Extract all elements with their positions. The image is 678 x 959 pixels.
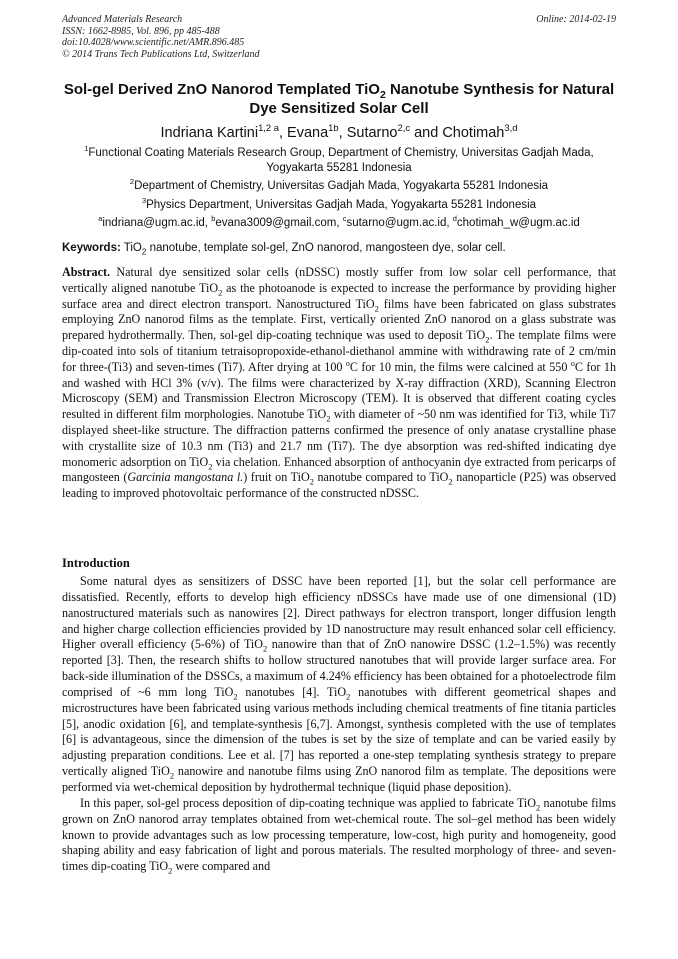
author-sup: 3,d (504, 122, 518, 134)
affiliation-sup: 1 (84, 144, 89, 154)
title-text: Sol-gel Derived ZnO Nanorod Templated TiO (63, 81, 380, 98)
keywords-label: Keywords: (62, 242, 121, 254)
introduction-paragraph-1 (62, 574, 616, 796)
affiliation-sup: 3 (141, 195, 147, 205)
email-sup: a (98, 214, 103, 224)
intro-text: Some natural dyes as sensitizers of DSSC have been reported [1], but the solar cell performance are dissatisfied. Recently, efforts to develop high efficiency nDSSCs have made use of one dimensional (1D) nanostructured materials such as nanowires [2]. Direct pathways for electron transport, longer diffusion length and higher charge collection efficiencies provided by 1D nanostructure may result enhanced solar cell efficiency. Higher overall efficiency (5-6%) of TiO (62, 574, 616, 652)
abstract-text: films have been fabricated on glass substrates employing ZnO nanorod films as the template. First, vertically oriented ZnO nanorod on a glass substrate was prepared hydrothermally. Then, sol-gel dip-coating technique was used to deposit TiO (62, 296, 616, 343)
keywords-subscript: 2 (141, 247, 147, 257)
author-sep: , (338, 125, 347, 141)
email-text: chotimah_w@ugm.ac.id (456, 217, 580, 230)
author-sep: , (278, 125, 288, 141)
degree-sup: o (345, 358, 350, 368)
abstract-subscript: 2 (218, 287, 223, 298)
author-name: Sutarno (346, 125, 398, 141)
email-text: sutarno@ugm.ac.id, (346, 217, 453, 230)
abstract-subscript: 2 (309, 476, 314, 487)
species-name: Garcinia mangostana l. (127, 470, 244, 485)
journal-header (62, 14, 616, 60)
abstract-text: via chelation. Enhanced absorption of anthocyanin dye extracted from pericarps of mangosteen ( (62, 454, 616, 485)
intro-subscript: 2 (536, 802, 541, 813)
abstract-text: ) fruit on TiO (243, 470, 310, 485)
author-sep: and (410, 125, 443, 141)
intro-text: nanowire than that of ZnO nanowire DSSC (1.2–1.5%) was recently reported [3]. Then, the research shifts to hollow structured nanotubes that will provide larger surface area. For back-side illumination of the DSSCs, a maximum of 4.24% efficiency has been obtained for a photoelectrode film comprised of ~6 mm long TiO (62, 637, 616, 699)
affiliation-2 (62, 179, 616, 194)
abstract-text: . The template films were dip-coated into sols of titanium tetraisopropoxide-ethanol-diethanol ammine with withdrawing rate of 2 cm/min for three-(Ti3) and seven-times (Ti7). After drying at 100 (62, 328, 616, 374)
email-sup: d (452, 214, 457, 224)
abstract-subscript: 2 (208, 460, 213, 471)
abstract-text: C for 1h and washed with HCl 3% (v/v). The films were characterized by X-ray diffraction (XRD), Scanning Electron Microscopy (SEM) and Transmission Electron Microscopy (TEM). It is observed that different coating cycles resulted in different film morphologies. Nanotube TiO (62, 359, 617, 422)
author-list (62, 124, 616, 142)
abstract-text: as the photoanode is expected to increase the performance by providing higher surface area and direct electron transport. Nanostructured TiO (62, 280, 617, 311)
introduction-paragraph-2 (62, 796, 616, 875)
journal-doi: doi:10.4028/www.scientific.net/AMR.896.485 (62, 37, 245, 48)
keywords-text: TiO (120, 242, 142, 254)
email-text: indriana@ugm.ac.id, (102, 217, 212, 230)
journal-name: Advanced Materials Research (62, 14, 183, 25)
abstract-text: nanoparticle (P25) was observed leading to improved photovoltaic performance of the constructed nDSSC. (62, 470, 616, 501)
introduction-heading: Introduction (62, 556, 130, 570)
abstract-text: with diameter of ~50 nm was identified for Ti3, while Ti7 displayed sheet-like structure. The diffraction patterns confirmed the presence of only anatase crystalline phase with crystallite size of 10.3 nm (Ti3) and 21.7 nm (Ti7). The dye absorption was red-shifted indicating dye monomeric adsorption on TiO (62, 407, 616, 469)
author-name: Indriana Kartini (160, 125, 259, 141)
intro-subscript: 2 (233, 691, 238, 702)
email-sup: b (211, 214, 216, 224)
abstract-subscript: 2 (374, 303, 379, 313)
intro-text: nanowire and nanotube films using ZnO nanorod film as template. The depositions were performed via wet-chemical deposition by hydrothermal technique (liquid phase deposition). (62, 764, 616, 794)
author-name: Chotimah (442, 125, 505, 141)
abstract-label: Abstract. (62, 265, 111, 279)
title-text-2: Nanotube Synthesis for Natural Dye Sensitized Solar Cell (249, 81, 615, 117)
affiliation-1 (62, 146, 616, 175)
introduction-body (62, 574, 616, 875)
intro-subscript: 2 (168, 865, 173, 876)
author-sup: 1,2 a (258, 122, 279, 134)
journal-copyright: © 2014 Trans Tech Publications Ltd, Switzerland (62, 48, 260, 60)
intro-text: nanotubes with different geometrical shapes and microstructures have been fabricated using various methods including chemical treatments of fine titania particles [5], anodic oxidation [6], and template-synthesis [6,7]. Amongst, synthesis completed with the use of templates [6] is advantageous, since the dimension of the tubes is set by the size of template and can be varied easily by adjusting preparation conditions. Lee et al. [7] has reported a one-step templating synthesis strategy to prepare vertically aligned TiO (62, 684, 616, 779)
abstract-subscript: 2 (485, 334, 490, 345)
paper-title (62, 80, 616, 118)
abstract (62, 265, 616, 502)
abstract-text: Natural dye sensitized solar cells (nDSSC) mostly suffer from low solar cell performance, that vertically aligned nanotube TiO (62, 265, 616, 295)
author-name: Evana (287, 125, 329, 141)
email-sup: c (342, 214, 347, 224)
affiliation-sup: 2 (129, 177, 135, 187)
intro-text: In this paper, sol-gel process deposition of dip-coating technique was applied to fabricate TiO (80, 795, 537, 810)
affiliation-3 (62, 195, 616, 213)
online-date: Online: 2014-02-19 (536, 14, 616, 25)
author-sup: 1b (328, 122, 339, 134)
abstract-text: nanotube compared to TiO (313, 470, 449, 485)
author-sup: 2,c (397, 122, 411, 134)
abstract-subscript: 2 (448, 476, 453, 487)
intro-text: were compared and (172, 859, 271, 874)
keywords (62, 241, 616, 255)
affiliations (62, 146, 616, 235)
email-text: evana3009@gmail.com, (215, 217, 343, 230)
abstract-text: C for 10 min, the films were calcined at 550 (349, 359, 571, 374)
affiliation-text: Physics Department, Universitas Gadjah Mada, Yogyakarta 55281 Indonesia (146, 198, 537, 211)
degree-sup: o (570, 358, 575, 368)
affiliation-text: Department of Chemistry, Universitas Gadjah Mada, Yogyakarta 55281 Indonesia (134, 180, 549, 193)
intro-text: nanotubes [4]. TiO (237, 684, 347, 699)
abstract-subscript: 2 (326, 413, 331, 424)
intro-subscript: 2 (346, 691, 351, 702)
affiliation-text: Functional Coating Materials Research Group, Department of Chemistry, Universitas Gadjah Mada, Yogyakarta 55281 Indonesia (88, 147, 594, 174)
intro-text: nanotube films grown on ZnO nanorod array templates obtained from wet-chemical route. The sol–gel method has been widely known to provide advantages such as low processing temperature, low-cost, high purity and homogeneity, good shaping ability and easy fabrication of light and porous materials. The resulted morphology of three- and seven-times dip-coating TiO (62, 795, 616, 874)
title-subscript: 2 (379, 89, 386, 101)
keywords-text-2: nanotube, template sol-gel, ZnO nanorod, mangosteen dye, solar cell. (146, 242, 506, 254)
intro-subscript: 2 (169, 770, 175, 781)
email-line (62, 216, 616, 231)
journal-issn: ISSN: 1662-8985, Vol. 896, pp 485-488 (62, 25, 220, 37)
intro-subscript: 2 (263, 643, 268, 654)
